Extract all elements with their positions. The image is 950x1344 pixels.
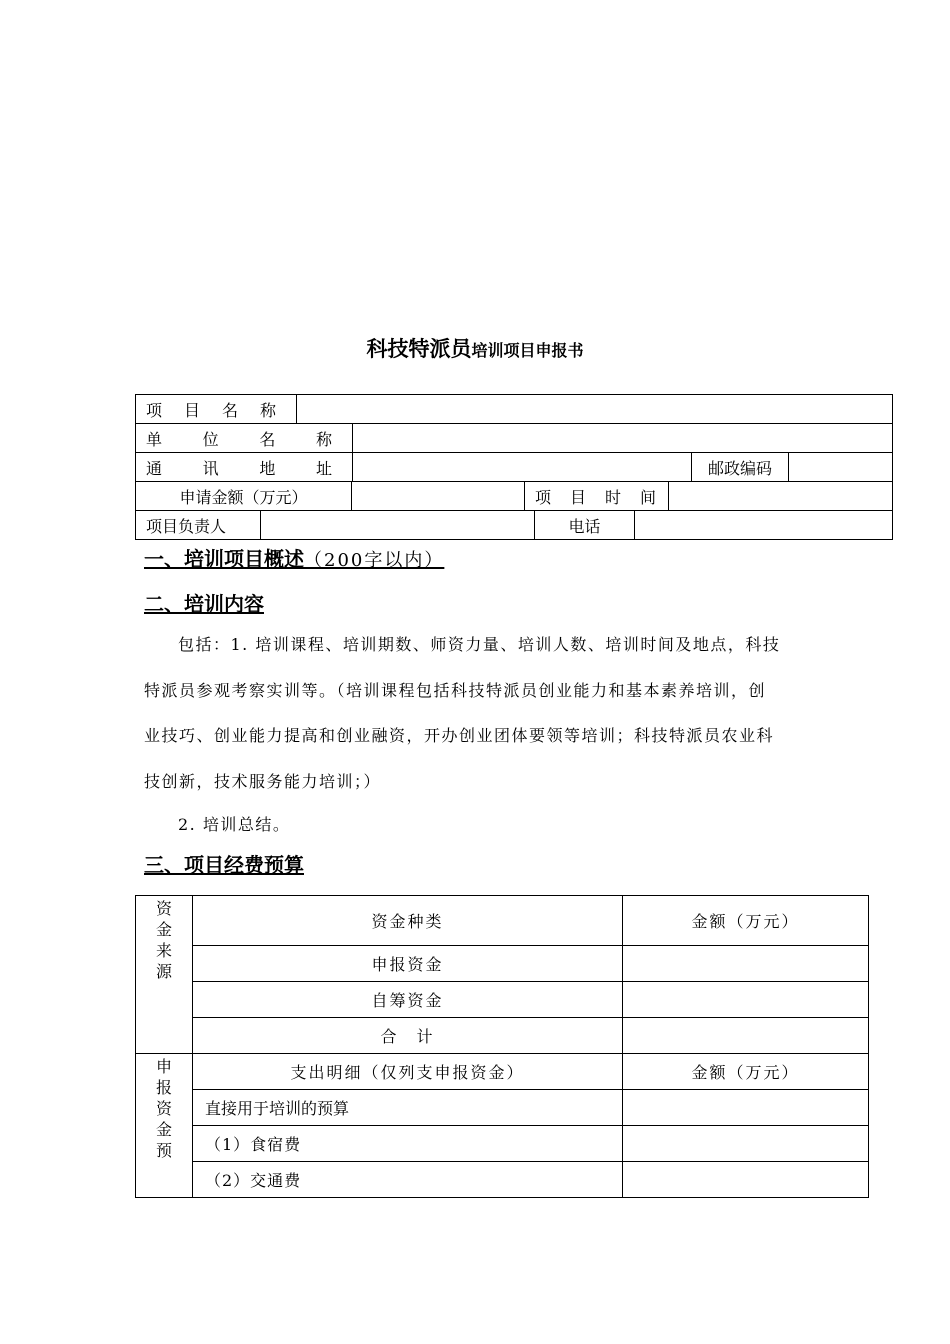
s2-item-2: 2. 培训总结。: [178, 815, 291, 834]
section-1-title: 一、培训项目概述: [144, 547, 304, 571]
row-direct-budget: 直接用于培训的预算: [193, 1090, 623, 1126]
self-funds-amount[interactable]: [623, 982, 869, 1018]
section-1-note: （200字以内）: [304, 550, 445, 571]
phone-label: 电话: [535, 511, 635, 540]
postcode-label: 邮政编码: [692, 453, 789, 482]
budget-table-wrap: [135, 895, 869, 1198]
title-sub: 培训项目申报书: [471, 341, 584, 360]
amount-header: 金额（万元）: [623, 896, 869, 946]
s2-line-4: 技创新，技术服务能力培训；）: [144, 771, 382, 791]
section-2-body: [144, 622, 850, 804]
row-transport: （2）交通费: [193, 1162, 623, 1198]
period-label: 项 目 时 间: [525, 482, 669, 511]
title-main: 科技特派员: [366, 337, 472, 361]
row-self-funds: 自筹资金: [193, 982, 623, 1018]
expense-header: 支出明细（仅列支申报资金）: [193, 1054, 623, 1090]
source-label: 资金来源: [136, 896, 193, 1054]
project-name-label: 项 目 名 称: [136, 395, 297, 424]
section-3-heading: 三、项目经费预算: [144, 853, 304, 877]
s2-line-1: 包括：1. 培训课程、培训期数、师资力量、培训人数、培训时间及地点，科技: [178, 635, 781, 654]
section-1-heading: [144, 543, 444, 572]
amount-label: 申请金额（万元）: [136, 482, 352, 511]
budget-table: [135, 895, 869, 1198]
info-table-row4: [135, 481, 893, 511]
leader-field[interactable]: [261, 511, 535, 540]
amount-field[interactable]: [352, 482, 525, 511]
s2-line-2: 特派员参观考察实训等。（培训课程包括科技特派员创业能力和基本素养培训，创: [144, 680, 767, 700]
food-amount[interactable]: [623, 1126, 869, 1162]
unit-name-label: 单 位 名 称: [136, 424, 353, 453]
document-title: [0, 333, 950, 363]
project-name-field[interactable]: [297, 395, 893, 424]
postcode-field[interactable]: [789, 453, 893, 482]
row-declared-funds: 申报资金: [193, 946, 623, 982]
address-label: 通 讯 地 址: [136, 453, 353, 482]
info-table: [135, 394, 893, 424]
row-total: 合 计: [193, 1018, 623, 1054]
info-table-wrap: [135, 394, 893, 540]
expense-amount-header: 金额（万元）: [623, 1054, 869, 1090]
fund-type-header: 资金种类: [193, 896, 623, 946]
period-field[interactable]: [669, 482, 893, 511]
s2-line-3: 业技巧、创业能力提高和创业融资，开办创业团体要领等培训；科技特派员农业科: [144, 726, 775, 745]
info-table-row5: [135, 510, 893, 540]
section-2-heading: 二、培训内容: [144, 592, 264, 616]
unit-name-field[interactable]: [353, 424, 893, 453]
declared-funds-amount[interactable]: [623, 946, 869, 982]
leader-label: 项目负责人: [136, 511, 261, 540]
declared-label: 申报资金预: [136, 1054, 193, 1198]
transport-amount[interactable]: [623, 1162, 869, 1198]
row-food: （1）食宿费: [193, 1126, 623, 1162]
total-amount[interactable]: [623, 1018, 869, 1054]
info-table-row2: [135, 423, 893, 453]
address-field[interactable]: [353, 453, 692, 482]
info-table-row3: [135, 452, 893, 482]
phone-field[interactable]: [635, 511, 893, 540]
direct-budget-amount[interactable]: [623, 1090, 869, 1126]
